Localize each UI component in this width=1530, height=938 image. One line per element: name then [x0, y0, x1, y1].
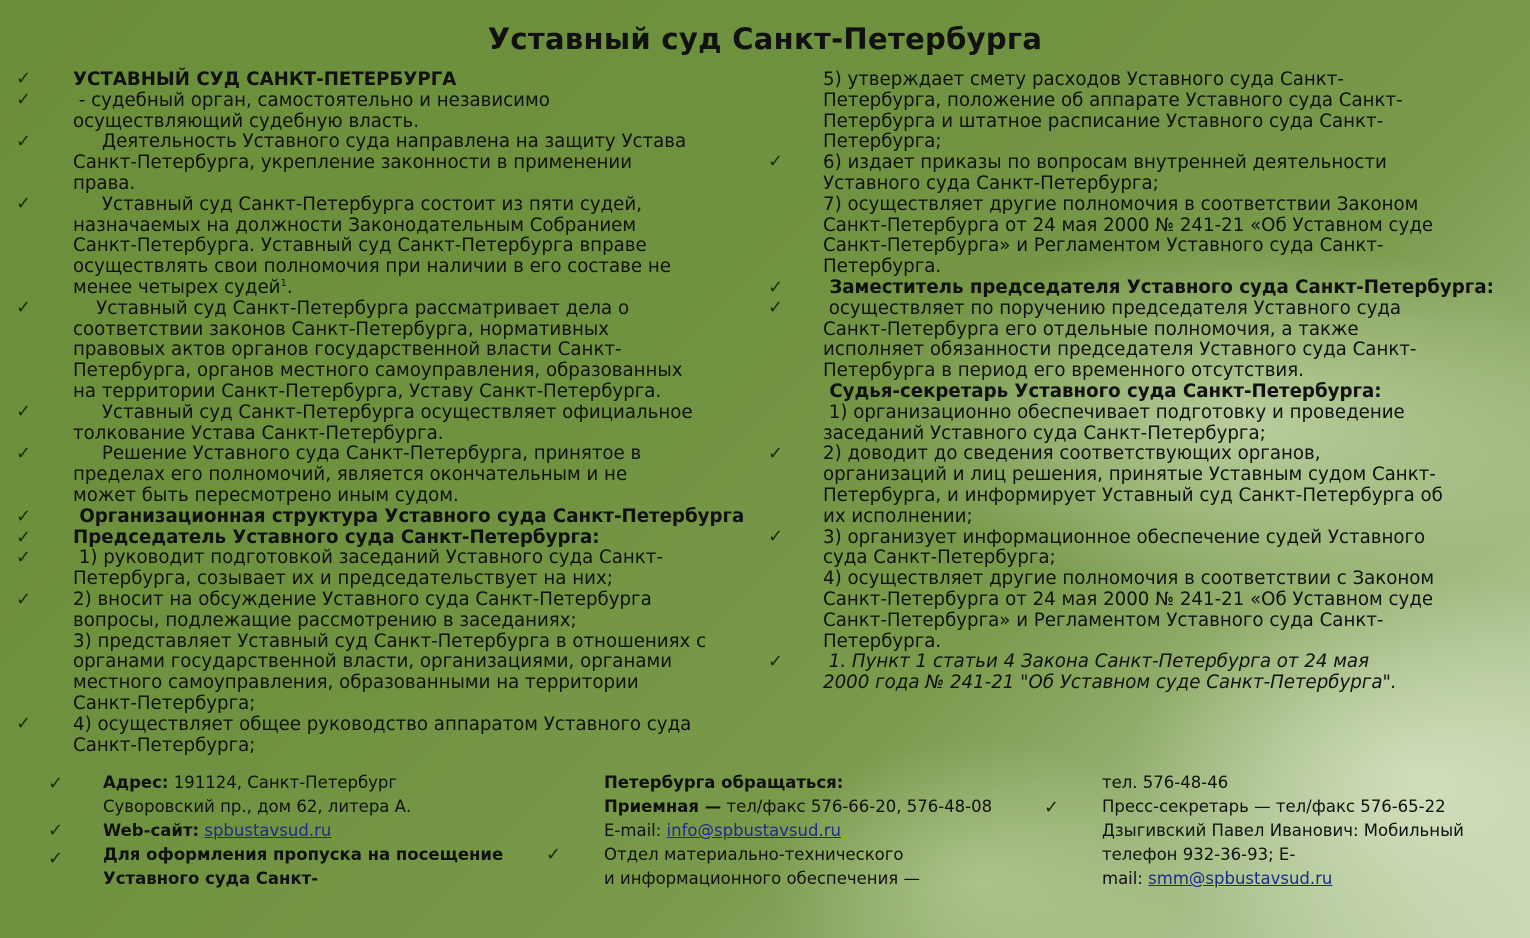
- dept-line-1: Отдел материально-технического: [604, 845, 904, 864]
- text-line: органами государственной власти, организациями, органами: [73, 651, 673, 673]
- text-line: 6) издает приказы по вопросам внутренней деятельности: [823, 152, 1387, 174]
- text-line: Петербурга;: [823, 131, 942, 153]
- check-icon: ✓: [768, 526, 784, 547]
- text-line: УСТАВНЫЙ СУД САНКТ-ПЕТЕРБУРГА: [73, 69, 457, 90]
- text-line: Санкт-Петербурга его отдельные полномочия, а также: [823, 318, 1359, 340]
- text-line: Уставный суд Санкт-Петербурга осуществляет официальное: [73, 401, 693, 423]
- text-line: 5) утверждает смету расходов Уставного суда Санкт-: [823, 69, 1344, 90]
- pass-line-2: Уставного суда Санкт-: [103, 869, 319, 888]
- text-line: Санкт-Петербурга;: [73, 692, 256, 714]
- left-text-column: [73, 70, 773, 756]
- address-line-2: Суворовский пр., дом 62, литера А.: [103, 797, 412, 816]
- dept-line-2: и информационного обеспечения —: [604, 869, 920, 888]
- text-line: Судья-секретарь Уставного суда Санкт-Петербурга:: [823, 380, 1382, 402]
- text-line: соответствии законов Санкт-Петербурга, нормативных: [73, 318, 609, 340]
- footer-contacts-block: [604, 771, 1054, 891]
- check-icon: ✓: [48, 820, 64, 841]
- website-link[interactable]: spbustavsud.ru: [204, 821, 332, 840]
- text-line: пределах его полномочий, является окончательным и не: [73, 464, 628, 486]
- text-line: Деятельность Уставного суда направлена на защиту Устава: [73, 131, 687, 153]
- text-line: 4) осуществляет другие полномочия в соответствии с Законом: [823, 568, 1435, 590]
- reception-label: Приемная —: [604, 797, 722, 816]
- text-line: 1) руководит подготовкой заседаний Уставного суда Санкт-: [73, 547, 663, 569]
- email-link[interactable]: info@spbustavsud.ru: [666, 821, 841, 840]
- text-line: осуществляет по поручению председателя Уставного суда: [823, 297, 1402, 319]
- text-line: Решение Уставного суда Санкт-Петербурга, принятое в: [73, 443, 642, 465]
- text-line: Петербурга, созывает их и председательствует на них;: [73, 568, 613, 590]
- page-title: Уставный суд Санкт-Петербурга: [487, 22, 1043, 56]
- text-line: Петербурга и штатное расписание Уставного суда Санкт-: [823, 110, 1384, 132]
- text-line: Санкт-Петербурга. Уставный суд Санкт-Петербурга вправе: [73, 235, 647, 257]
- text-line: 3) организует информационное обеспечение судей Уставного: [823, 526, 1426, 548]
- text-line: Петербурга.: [823, 630, 942, 652]
- text-line: менее четырех судей$^1$.: [73, 276, 293, 298]
- press-line: Пресс-секретарь — тел/факс 576-65-22: [1102, 797, 1446, 816]
- press-mail-link[interactable]: smm@spbustavsud.ru: [1148, 869, 1333, 888]
- text-line: Уставный суд Санкт-Петербурга состоит из пяти судей,: [73, 193, 642, 215]
- check-icon: ✓: [16, 443, 32, 464]
- text-line: осуществляющий судебную власть.: [73, 110, 420, 132]
- pass-line-1: Для оформления пропуска на посещение: [103, 845, 504, 864]
- text-line: 3) представляет Уставный суд Санкт-Петербурга в отношениях с: [73, 630, 707, 652]
- text-line: - судебный орган, самостоятельно и независимо: [73, 89, 550, 111]
- text-line: Петербурга в период его временного отсутствия.: [823, 360, 1304, 382]
- press-mail-line: [1102, 867, 1527, 891]
- address-line: [103, 771, 573, 795]
- check-icon: ✓: [16, 713, 32, 734]
- check-icon: ✓: [16, 131, 32, 152]
- footer-address-block: [103, 771, 573, 891]
- text-line: назначаемых на должности Законодательным Собранием: [73, 214, 637, 236]
- check-icon: ✓: [16, 89, 32, 110]
- check-icon: ✓: [1044, 797, 1060, 818]
- text-line: суда Санкт-Петербурга;: [823, 547, 1056, 569]
- text-line: организаций и лиц решения, принятые Уставным судом Санкт-: [823, 464, 1436, 486]
- website-label: Web-сайт:: [103, 821, 200, 840]
- text-line: 2000 года № 241-21 "Об Уставном суде Санкт-Петербурга".: [823, 672, 1397, 694]
- text-line: Санкт-Петербурга» и Регламентом Уставного суда Санкт-: [823, 235, 1384, 257]
- text-line: осуществлять свои полномочия при наличии в его составе не: [73, 256, 671, 278]
- text-line: 1. Пункт 1 статьи 4 Закона Санкт-Петербурга от 24 мая: [823, 651, 1370, 673]
- text-line: 4) осуществляет общее руководство аппаратом Уставного суда: [73, 713, 692, 735]
- text-line: Санкт-Петербурга от 24 мая 2000 № 241-21 «Об Уставном суде: [823, 214, 1434, 236]
- text-line: может быть пересмотрено иным судом.: [73, 484, 459, 506]
- address-label: Адрес:: [103, 773, 169, 792]
- check-icon: ✓: [768, 443, 784, 464]
- text-line: правовых актов органов государственной власти Санкт-: [73, 339, 622, 361]
- text-line: их исполнении;: [823, 505, 973, 527]
- text-line: Санкт-Петербурга от 24 мая 2000 № 241-21 «Об Уставном суде: [823, 588, 1434, 610]
- text-line: 2) доводит до сведения соответствующих органов,: [823, 443, 1321, 465]
- website-line: [103, 819, 573, 843]
- text-line: Председатель Уставного суда Санкт-Петербурга:: [73, 526, 600, 548]
- contact-heading: Петербурга обращаться:: [604, 773, 844, 792]
- text-line: на территории Санкт-Петербурга, Уставу Санкт-Петербурга.: [73, 380, 662, 402]
- address-value: 191124, Санкт-Петербург: [168, 773, 398, 792]
- check-icon: ✓: [546, 844, 562, 865]
- text-line: толкование Устава Санкт-Петербурга.: [73, 422, 444, 444]
- check-icon: ✓: [16, 297, 32, 318]
- check-icon: ✓: [16, 193, 32, 214]
- email-label: E-mail:: [604, 821, 667, 840]
- check-icon: ✓: [16, 506, 32, 527]
- text-line: Санкт-Петербурга» и Регламентом Уставного суда Санкт-: [823, 609, 1384, 631]
- reception-line: [604, 795, 1054, 819]
- check-icon: ✓: [768, 277, 784, 298]
- text-line: Санкт-Петербурга, укрепление законности в применении: [73, 152, 633, 174]
- press-name: Дзыгивский Павел Иванович: Мобильный: [1102, 821, 1464, 840]
- check-icon: ✓: [48, 848, 64, 869]
- text-line: 7) осуществляет другие полномочия в соответствии Законом: [823, 193, 1419, 215]
- text-line: Петербурга, и информирует Уставный суд Санкт-Петербурга об: [823, 484, 1443, 506]
- check-icon: ✓: [48, 773, 64, 794]
- text-line: 1) организационно обеспечивает подготовку и проведение: [823, 401, 1405, 423]
- press-phone: телефон 932-36-93; E-: [1102, 845, 1296, 864]
- footer-press-block: [1102, 771, 1527, 891]
- text-line: исполняет обязанности председателя Уставного суда Санкт-: [823, 339, 1417, 361]
- check-icon: ✓: [16, 547, 32, 568]
- check-icon: ✓: [768, 651, 784, 672]
- text-line: Петербурга.: [823, 256, 942, 278]
- text-line: Уставный суд Санкт-Петербурга рассматривает дела о: [73, 297, 630, 319]
- text-line: Санкт-Петербурга;: [73, 734, 256, 756]
- text-line: Заместитель председателя Уставного суда Санкт-Петербурга:: [823, 276, 1494, 298]
- check-icon: ✓: [16, 527, 32, 548]
- press-mail-label: mail:: [1102, 869, 1149, 888]
- check-icon: ✓: [768, 151, 784, 172]
- tel-line: тел. 576-48-46: [1102, 773, 1229, 792]
- text-line: права.: [73, 172, 136, 194]
- check-icon: ✓: [768, 297, 784, 318]
- check-icon: ✓: [16, 401, 32, 422]
- text-line: Организационная структура Уставного суда Санкт-Петербурга: [73, 505, 745, 527]
- reception-value: тел/факс 576-66-20, 576-48-08: [721, 797, 993, 816]
- text-line: местного самоуправления, образованными на территории: [73, 672, 639, 694]
- text-line: Петербурга, положение об аппарате Уставного суда Санкт-: [823, 89, 1403, 111]
- text-line: 2) вносит на обсуждение Уставного суда Санкт-Петербурга: [73, 588, 652, 610]
- check-icon: ✓: [16, 589, 32, 610]
- check-icon: ✓: [16, 68, 32, 89]
- text-line: вопросы, подлежащие рассмотрению в заседаниях;: [73, 609, 577, 631]
- right-text-column: [823, 70, 1523, 694]
- text-line: заседаний Уставного суда Санкт-Петербурга;: [823, 422, 1266, 444]
- text-line: Петербурга, органов местного самоуправления, образованных: [73, 360, 683, 382]
- text-line: Уставного суда Санкт-Петербурга;: [823, 172, 1159, 194]
- email-line: [604, 819, 1054, 843]
